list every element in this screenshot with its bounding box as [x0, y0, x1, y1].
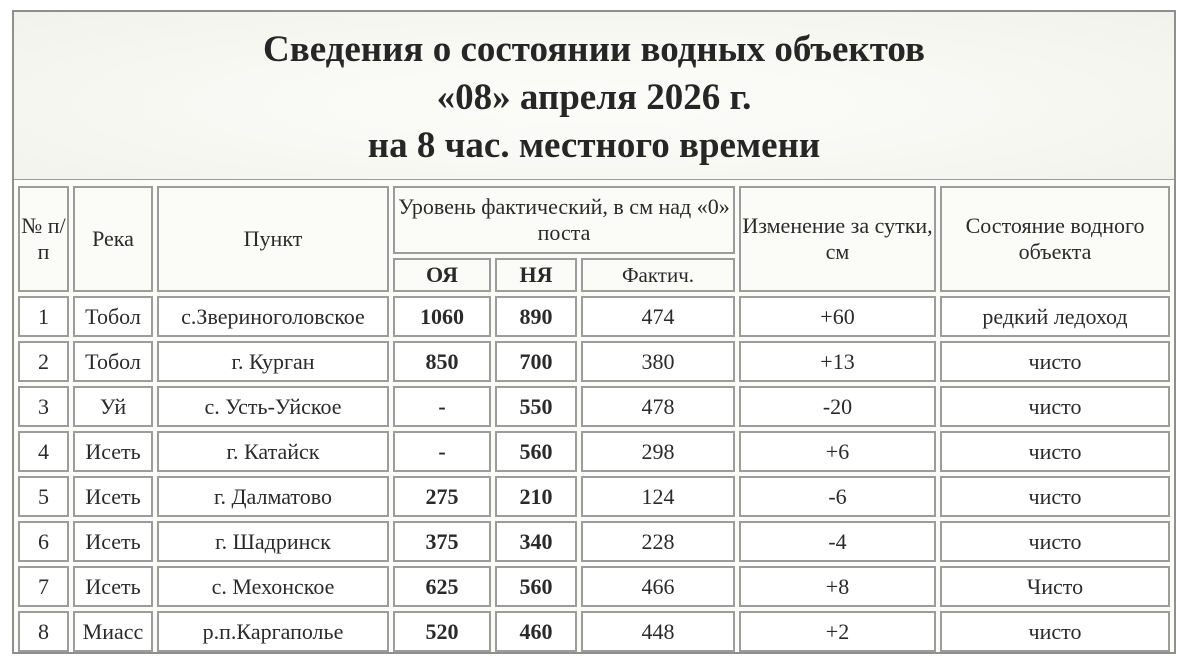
cell-state: чисто: [940, 521, 1170, 562]
table-row: [18, 431, 1170, 472]
cell-point: г. Катайск: [157, 431, 389, 472]
table-row: [18, 341, 1170, 382]
cell-change: -20: [739, 386, 936, 427]
cell-state: чисто: [940, 341, 1170, 382]
cell-river: Исеть: [73, 476, 153, 517]
table-row: [18, 611, 1170, 652]
cell-state: чисто: [940, 611, 1170, 652]
cell-change: +8: [739, 566, 936, 607]
cell-fact: 448: [581, 611, 735, 652]
table-row: [18, 566, 1170, 607]
cell-river: Миасс: [73, 611, 153, 652]
cell-nya: 560: [495, 566, 577, 607]
table-row: [18, 296, 1170, 337]
title-line-1: Сведения о состоянии водных объектов: [263, 29, 925, 70]
cell-state: Чисто: [940, 566, 1170, 607]
cell-change: -4: [739, 521, 936, 562]
cell-nya: 560: [495, 431, 577, 472]
cell-oya: 850: [393, 341, 491, 382]
cell-oya: 625: [393, 566, 491, 607]
cell-change: -6: [739, 476, 936, 517]
cell-nya: 550: [495, 386, 577, 427]
cell-oya: 1060: [393, 296, 491, 337]
cell-num: 5: [18, 476, 69, 517]
title-line-2: «08» апреля 2026 г.: [436, 77, 752, 118]
header-nya: НЯ: [495, 258, 577, 292]
cell-num: 3: [18, 386, 69, 427]
cell-oya: 275: [393, 476, 491, 517]
cell-num: 1: [18, 296, 69, 337]
cell-num: 6: [18, 521, 69, 562]
table-row: [18, 386, 1170, 427]
cell-nya: 700: [495, 341, 577, 382]
cell-state: чисто: [940, 431, 1170, 472]
cell-point: г. Курган: [157, 341, 389, 382]
cell-change: +13: [739, 341, 936, 382]
cell-point: р.п.Каргаполье: [157, 611, 389, 652]
cell-point: с. Мехонское: [157, 566, 389, 607]
cell-change: +2: [739, 611, 936, 652]
cell-fact: 228: [581, 521, 735, 562]
water-objects-table: [14, 182, 1174, 656]
cell-nya: 460: [495, 611, 577, 652]
title-block: [14, 12, 1174, 180]
cell-fact: 124: [581, 476, 735, 517]
cell-river: Исеть: [73, 521, 153, 562]
header-fact: Фактич.: [581, 258, 735, 292]
cell-fact: 474: [581, 296, 735, 337]
cell-oya: -: [393, 431, 491, 472]
cell-fact: 380: [581, 341, 735, 382]
cell-point: г. Шадринск: [157, 521, 389, 562]
cell-num: 2: [18, 341, 69, 382]
cell-oya: 375: [393, 521, 491, 562]
cell-num: 7: [18, 566, 69, 607]
cell-river: Уй: [73, 386, 153, 427]
cell-point: с. Усть-Уйское: [157, 386, 389, 427]
header-point: Пункт: [157, 186, 389, 292]
cell-num: 4: [18, 431, 69, 472]
cell-fact: 466: [581, 566, 735, 607]
cell-state: чисто: [940, 386, 1170, 427]
cell-point: с.Звериноголовское: [157, 296, 389, 337]
cell-river: Исеть: [73, 431, 153, 472]
header-state: Состояние водного объекта: [940, 186, 1170, 292]
table-row: [18, 521, 1170, 562]
cell-nya: 210: [495, 476, 577, 517]
header-oya: ОЯ: [393, 258, 491, 292]
header-num: № п/п: [18, 186, 69, 292]
table-row: [18, 476, 1170, 517]
cell-oya: 520: [393, 611, 491, 652]
cell-state: редкий ледоход: [940, 296, 1170, 337]
title-line-3: на 8 час. местного времени: [367, 125, 821, 166]
cell-change: +6: [739, 431, 936, 472]
cell-river: Тобол: [73, 296, 153, 337]
cell-nya: 890: [495, 296, 577, 337]
cell-point: г. Далматово: [157, 476, 389, 517]
document-frame: [12, 10, 1176, 654]
cell-river: Тобол: [73, 341, 153, 382]
cell-fact: 298: [581, 431, 735, 472]
cell-oya: -: [393, 386, 491, 427]
cell-fact: 478: [581, 386, 735, 427]
header-change: Изменение за сутки, см: [739, 186, 936, 292]
cell-nya: 340: [495, 521, 577, 562]
cell-river: Исеть: [73, 566, 153, 607]
cell-num: 8: [18, 611, 69, 652]
cell-change: +60: [739, 296, 936, 337]
cell-state: чисто: [940, 476, 1170, 517]
header-level-group: Уровень фактический, в см над «0» поста: [393, 186, 735, 254]
header-river: Река: [73, 186, 153, 292]
